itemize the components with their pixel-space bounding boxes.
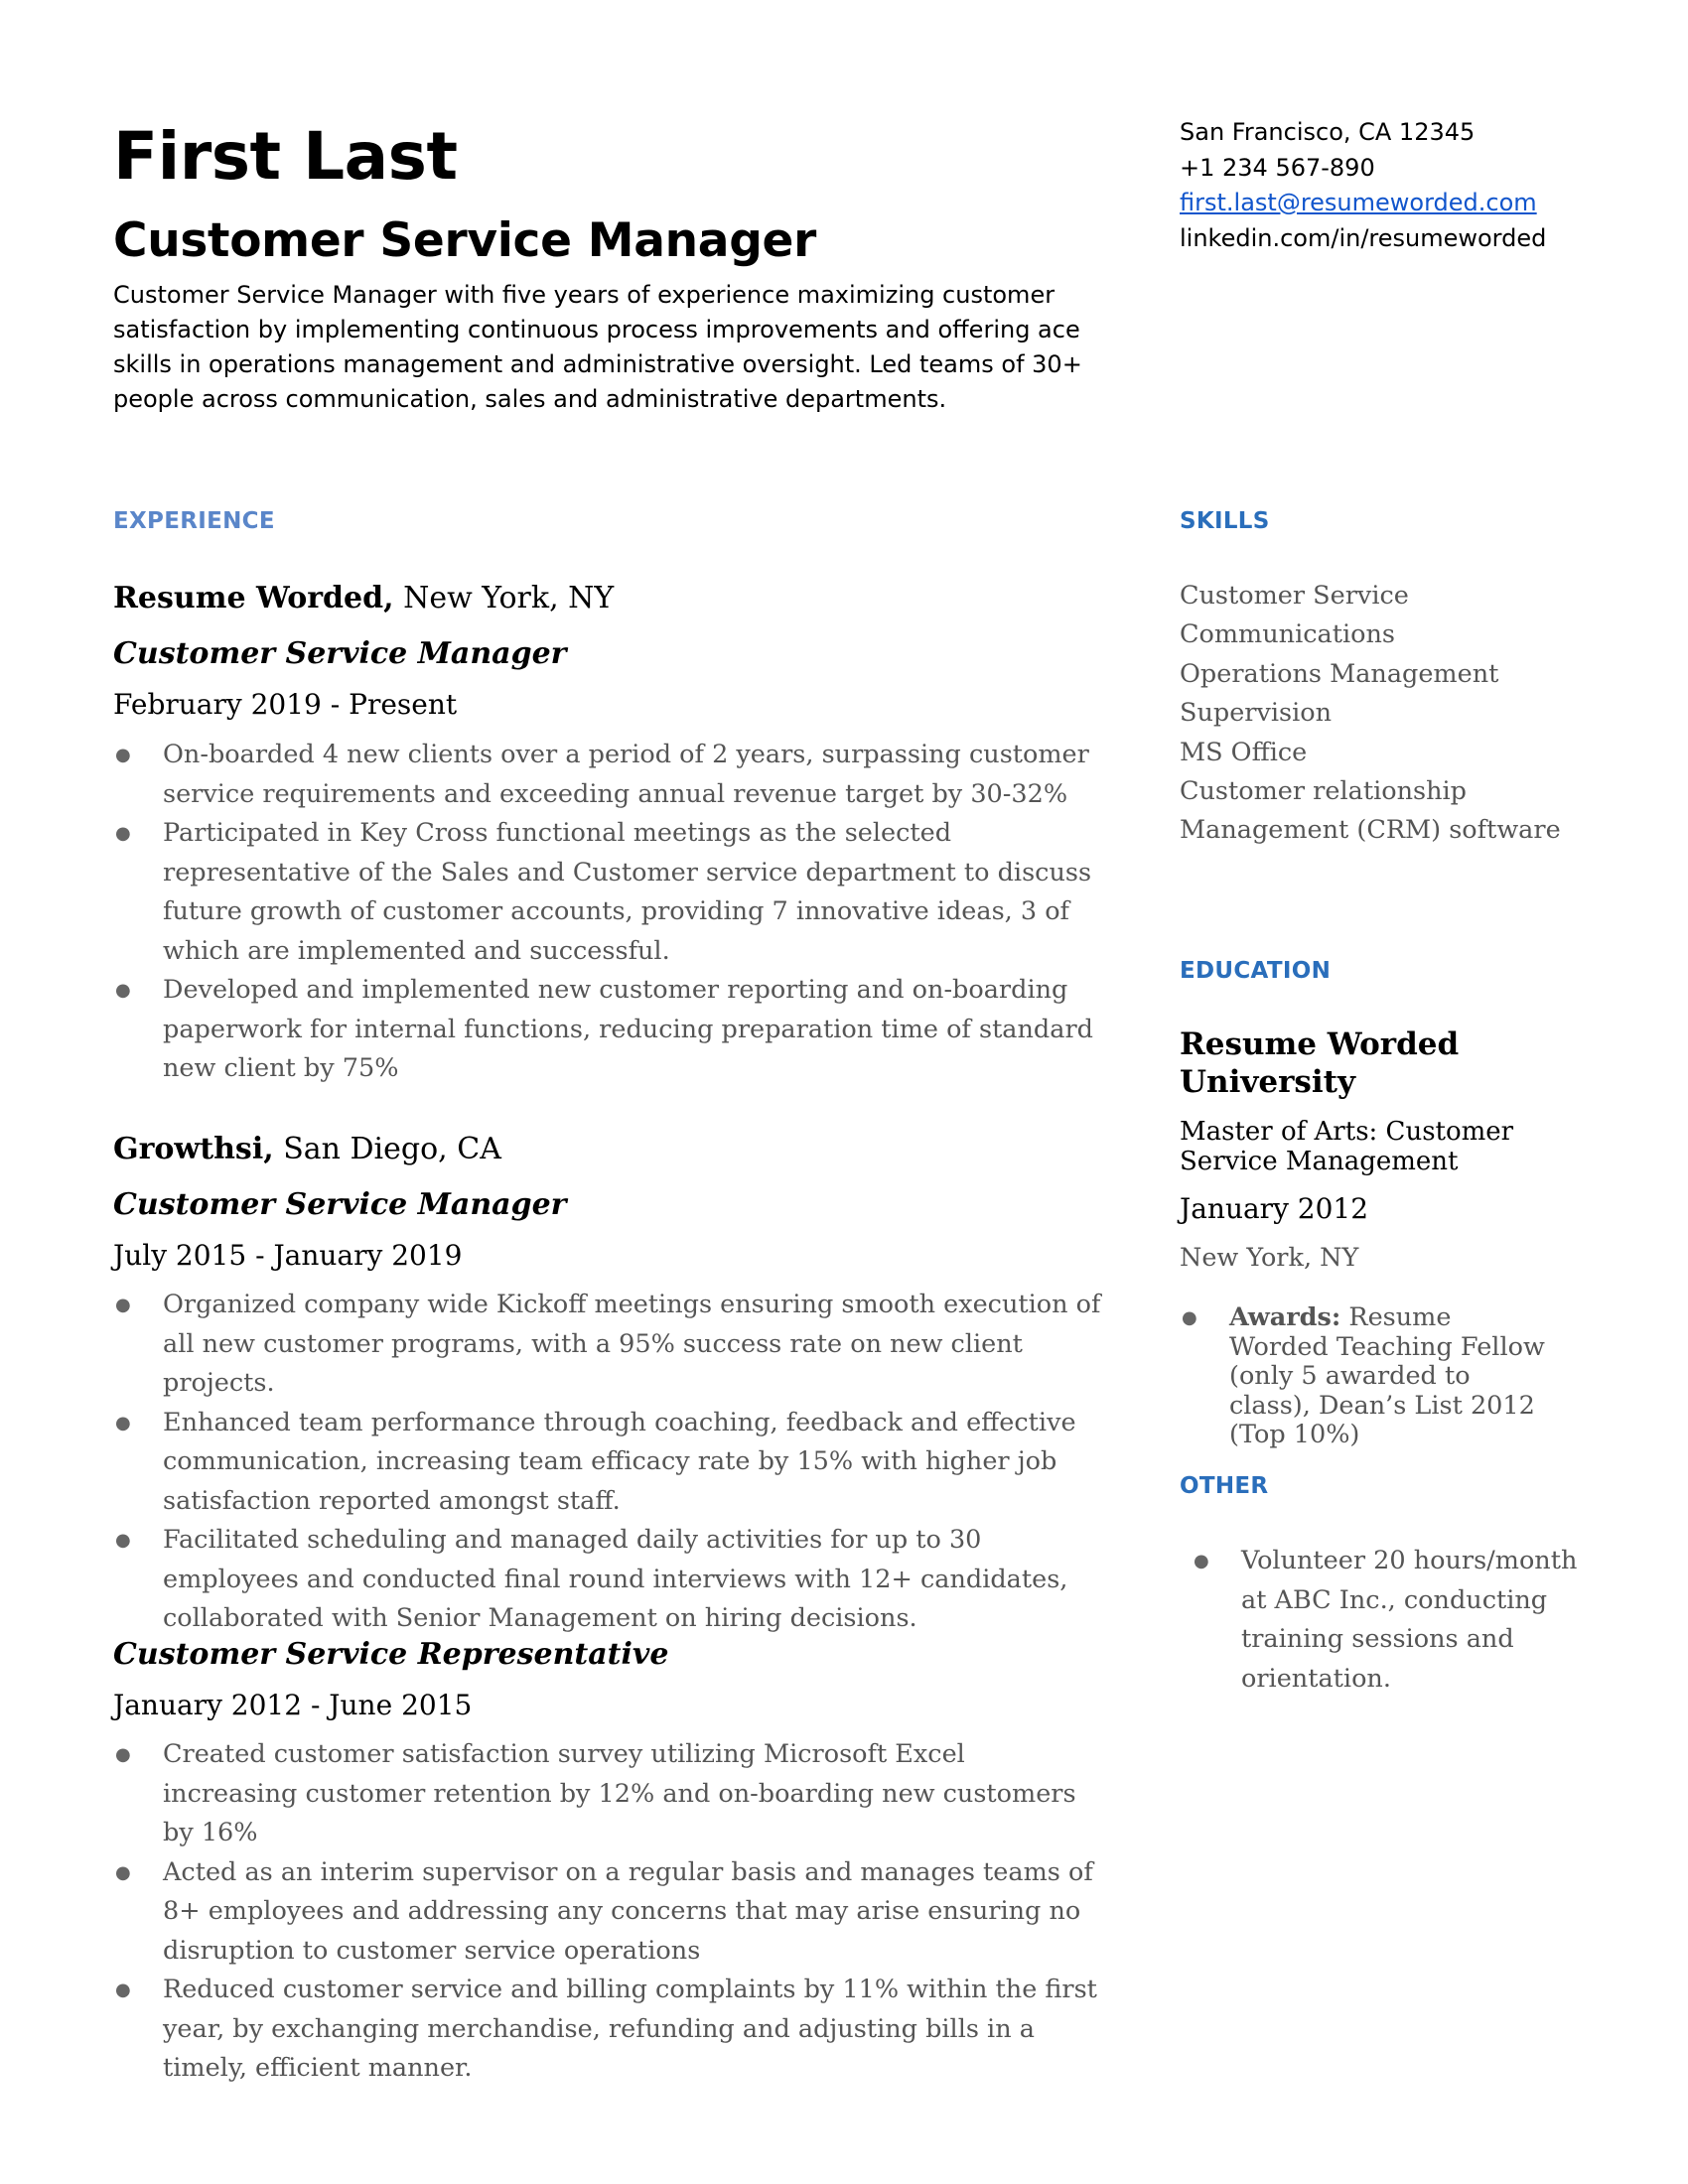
education-awards: [1180, 1303, 1557, 1450]
awards-label: Awards:: [1229, 1302, 1341, 1332]
experience-heading: EXPERIENCE: [113, 508, 275, 534]
job-location: New York, NY: [393, 581, 615, 615]
contact-email-link[interactable]: first.last@resumeworded.com: [1180, 189, 1537, 216]
job-dates: July 2015 - January 2019: [113, 1239, 463, 1272]
education-date: January 2012: [1180, 1192, 1369, 1225]
other-list: [1192, 1542, 1579, 1699]
candidate-title: Customer Service Manager: [113, 213, 816, 268]
job-bullet: ● Developed and implemented new customer reporting and on-boarding paperwork for internal functions, reducing preparation time of standard new client by 75%: [113, 971, 1106, 1089]
skills-heading: SKILLS: [1180, 508, 1270, 534]
job-bullet: ● Facilitated scheduling and managed daily activities for up to 30 employees and conducted final round interviews with 12+ candidates, collaborated with Senior Management on hiring decisions.: [113, 1521, 1106, 1639]
job-bullets: [113, 736, 1106, 1089]
job-bullet: ● Acted as an interim supervisor on a regular basis and manages teams of 8+ employees and addressing any concerns that may arise ensuring no disruption to customer service operations: [113, 1853, 1106, 1972]
skill-item: Supervision: [1180, 698, 1333, 729]
education-school: Resume Worded University: [1180, 1026, 1460, 1100]
job-role: Customer Service Representative: [113, 1637, 669, 1672]
job-dates: February 2019 - Present: [113, 688, 458, 721]
job-role: Customer Service Manager: [113, 1187, 567, 1222]
job-bullet: ● Participated in Key Cross functional meetings as the selected representative of the Sales and Customer service department to discuss future growth of customer accounts, providing 7 innovative ideas, 3 of which are implemented and successful.: [113, 814, 1106, 971]
summary: Customer Service Manager with five years of experience maximizing customer satisfaction by implementing continuous process improvements and offering ace skills in operations management and administrative oversight. Led teams of 30+ people across communication, sales and administrative departments.: [113, 281, 1082, 413]
job-company: Growthsi,: [113, 1132, 274, 1166]
awards-item: [1180, 1303, 1557, 1450]
skill-item: Customer relationship: [1180, 776, 1467, 807]
contact-phone: +1 234 567-890: [1180, 153, 1375, 182]
job-bullet: ● On-boarded 4 new clients over a period of 2 years, surpassing customer service requirements and exceeding annual revenue target by 30-32%: [113, 736, 1106, 814]
job-bullet: ● Reduced customer service and billing complaints by 11% within the first year, by exchanging merchandise, refunding and adjusting bills in a timely, efficient manner.: [113, 1971, 1106, 2089]
skill-item: Operations Management: [1180, 658, 1499, 689]
other-item: ● Volunteer 20 hours/month at ABC Inc., conducting training sessions and orientation.: [1192, 1542, 1579, 1699]
job-company: Resume Worded,: [113, 581, 394, 615]
job-bullets: [113, 1735, 1106, 2089]
job-company-line: [113, 1130, 501, 1169]
job-location: San Diego, CA: [273, 1132, 501, 1166]
contact-linkedin: linkedin.com/in/resumeworded: [1180, 223, 1547, 252]
contact-block: [1180, 115, 1597, 256]
job-role: Customer Service Manager: [113, 636, 567, 671]
job-dates: January 2012 - June 2015: [113, 1689, 473, 1721]
job-bullet: ● Created customer satisfaction survey utilizing Microsoft Excel increasing customer retention by 12% and on-boarding new customers by 16%: [113, 1735, 1106, 1853]
job-bullets: [113, 1286, 1106, 1639]
awards-text: Resume Worded Teaching Fellow (only 5 awarded to class), Dean’s List 2012 (Top 10%): [1229, 1302, 1545, 1449]
candidate-name: First Last: [113, 118, 458, 195]
job-bullet: ● Organized company wide Kickoff meetings ensuring smooth execution of all new customer programs, with a 95% success rate on new client projects.: [113, 1286, 1106, 1404]
contact-location: San Francisco, CA 12345: [1180, 118, 1476, 146]
education-heading: EDUCATION: [1180, 958, 1332, 984]
job-bullet: ● Enhanced team performance through coaching, feedback and effective communication, increasing team efficacy rate by 15% with higher job satisfaction reported amongst staff.: [113, 1404, 1106, 1522]
skill-item: Customer Service: [1180, 581, 1409, 611]
job-company-line: [113, 579, 614, 618]
skills-list: [1180, 577, 1561, 851]
education-degree: Master of Arts: Customer Service Management: [1180, 1117, 1514, 1176]
education-location: New York, NY: [1180, 1243, 1359, 1273]
skill-item: Management (CRM) software: [1180, 815, 1561, 846]
skill-item: MS Office: [1180, 737, 1308, 767]
skill-item: Communications: [1180, 619, 1395, 650]
other-heading: OTHER: [1180, 1473, 1269, 1499]
